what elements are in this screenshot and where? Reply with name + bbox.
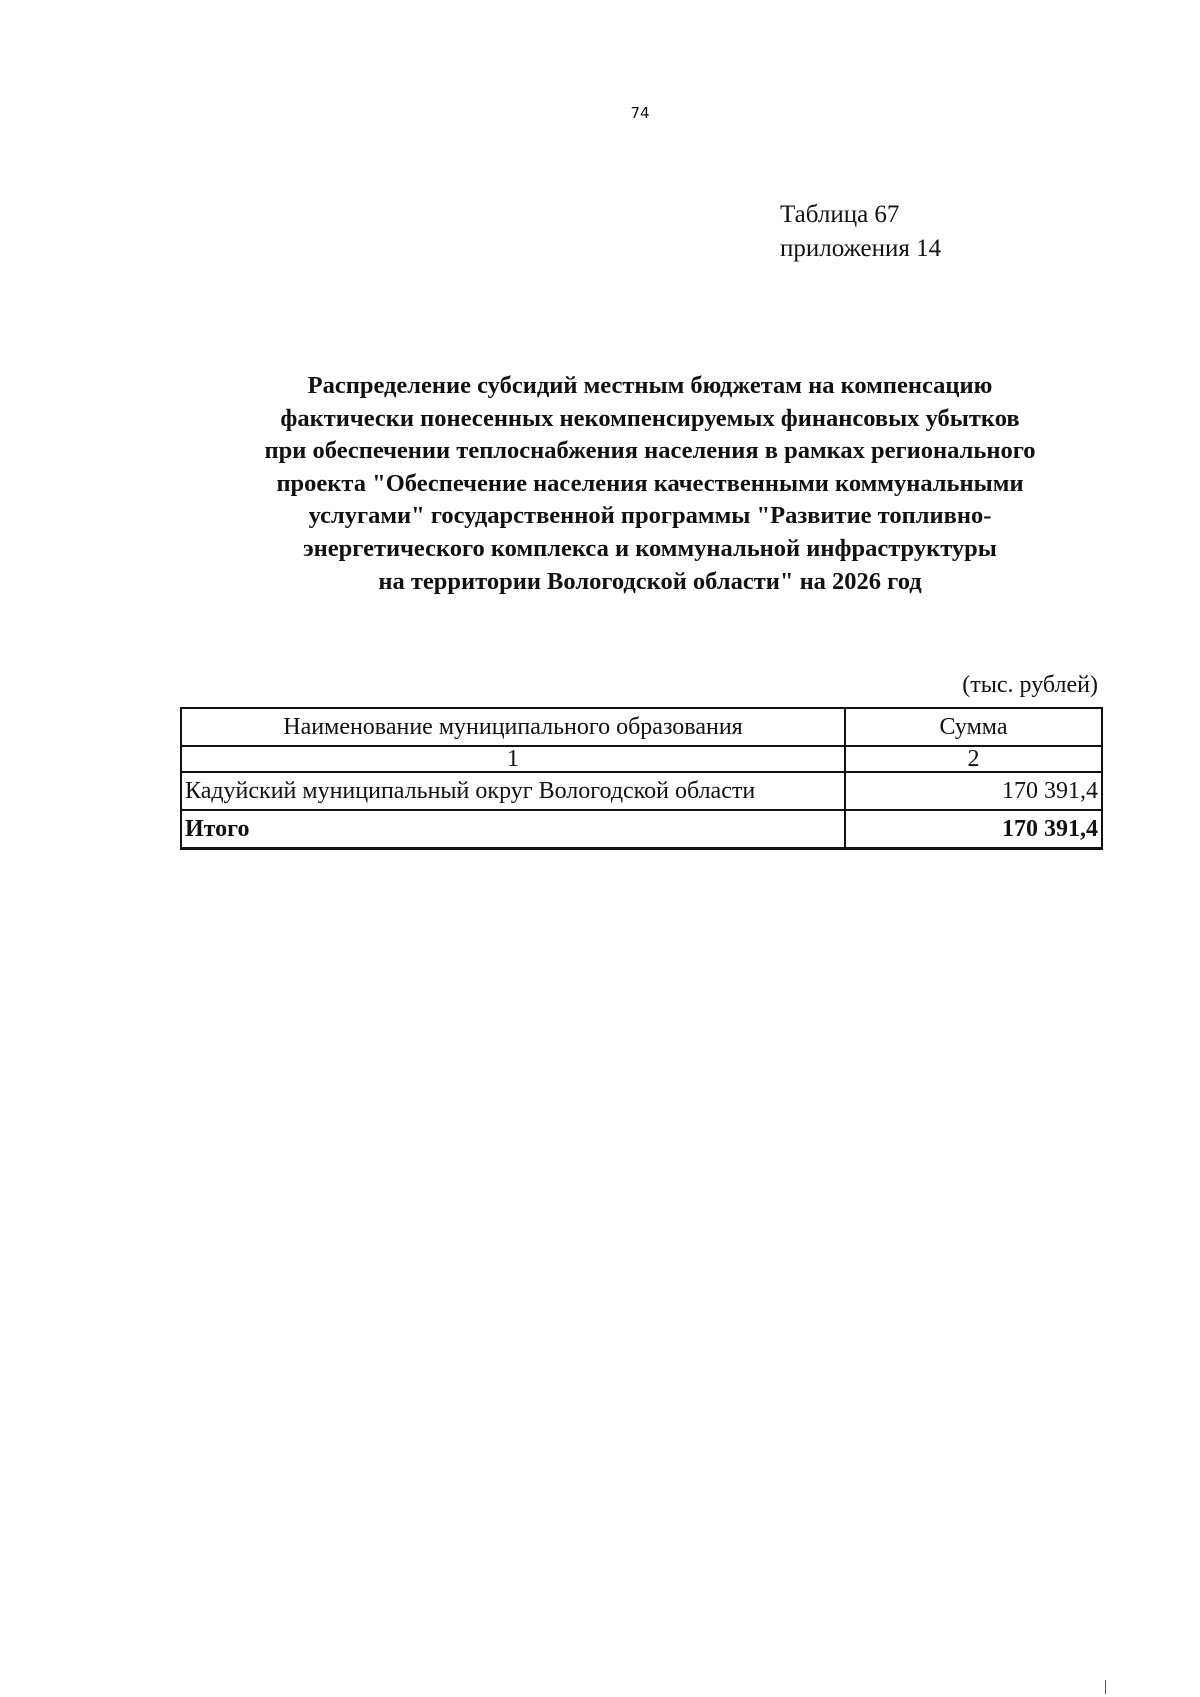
title-line: услугами" государственной программы "Развитие топливно-: [308, 502, 992, 530]
table-reference: [780, 198, 941, 266]
appendix-number: приложения 14: [780, 235, 942, 262]
units-label: (тыс. рублей): [962, 672, 1098, 698]
table-header-row: [181, 708, 1102, 746]
header-amount: Сумма: [845, 708, 1102, 746]
subsidy-amount: 170 391,4: [845, 772, 1102, 810]
subsidy-table: [180, 707, 1103, 850]
title-line: проекта "Обеспечение населения качественными коммунальными: [276, 469, 1024, 497]
title-line: при обеспечении теплоснабжения населения в рамках регионального: [264, 437, 1036, 465]
municipality-name: Кадуйский муниципальный округ Вологодской области: [181, 772, 845, 810]
total-amount: 170 391,4: [845, 810, 1102, 849]
table-total-row: [181, 810, 1102, 849]
title-line: фактически понесенных некомпенсируемых финансовых убытков: [280, 404, 1020, 432]
total-label: Итого: [181, 810, 845, 849]
title-line: Распределение субсидий местным бюджетам на компенсацию: [307, 372, 993, 399]
document-title: [180, 370, 1120, 598]
column-index-2: 2: [845, 746, 1102, 772]
table-row: [181, 772, 1102, 810]
table-number: Таблица 67: [780, 201, 900, 228]
scan-edge-mark: [1105, 1680, 1106, 1694]
column-index-1: 1: [181, 746, 845, 772]
table-index-row: [181, 746, 1102, 772]
title-line: на территории Вологодской области" на 2026 год: [378, 567, 922, 595]
header-municipality: Наименование муниципального образования: [181, 708, 845, 746]
page-number: 74: [630, 104, 650, 122]
title-line: энергетического комплекса и коммунальной инфраструктуры: [303, 534, 997, 562]
